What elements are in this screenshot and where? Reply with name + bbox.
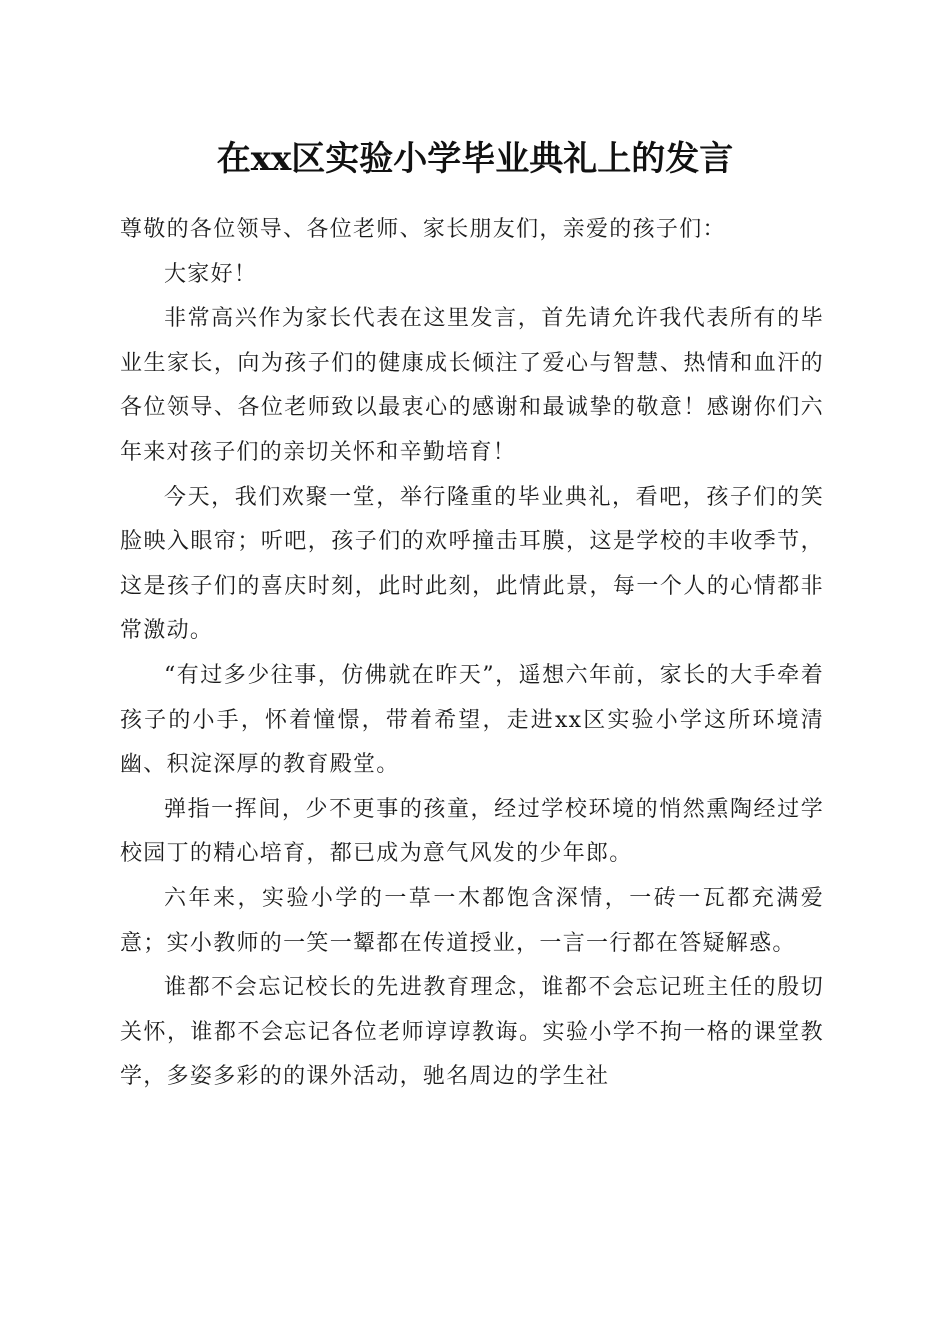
paragraph: 六年来，实验小学的一草一木都饱含深情，一砖一瓦都充满爱意；实小教师的一笑一颦都在传道授业，一言一行都在答疑解惑。: [120, 885, 824, 956]
paragraph: “有过多少往事，仿佛就在昨天”，遥想六年前，家长的大手牵着孩子的小手，怀着憧憬，带着希望，走进xx区实验小学这所环境清幽、积淀深厚的教育殿堂。: [120, 662, 824, 778]
salutation: 尊敬的各位领导、各位老师、家长朋友们，亲爱的孩子们：: [120, 217, 726, 242]
document-title: 在xx区实验小学毕业典礼上的发言: [216, 139, 734, 179]
paragraph: 今天，我们欢聚一堂，举行隆重的毕业典礼，看吧，孩子们的笑脸映入眼帘；听吧，孩子们的欢呼撞击耳膜，这是学校的丰收季节，这是孩子们的喜庆时刻，此时此刻，此情此景，每一个人的心情都非常激动。: [120, 484, 824, 644]
paragraph: 弹指一挥间，少不更事的孩童，经过学校环境的悄然熏陶经过学校园丁的精心培育，都已成为意气风发的少年郎。: [120, 796, 824, 867]
paragraph: 非常高兴作为家长代表在这里发言，首先请允许我代表所有的毕业生家长，向为孩子们的健康成长倾注了爱心与智慧、热情和血汗的各位领导、各位老师致以最衷心的感谢和最诚挚的敬意！感谢你们六年来对孩子们的亲切关怀和辛勤培育！: [120, 306, 824, 465]
paragraph: 谁都不会忘记校长的先进教育理念，谁都不会忘记班主任的殷切关怀，谁都不会忘记各位老师谆谆教诲。实验小学不拘一格的课堂教学，多姿多彩的的课外活动，驰名周边的学生社: [120, 975, 824, 1090]
paragraph-greeting: 大家好！: [164, 261, 258, 287]
document-body: [120, 208, 824, 1100]
